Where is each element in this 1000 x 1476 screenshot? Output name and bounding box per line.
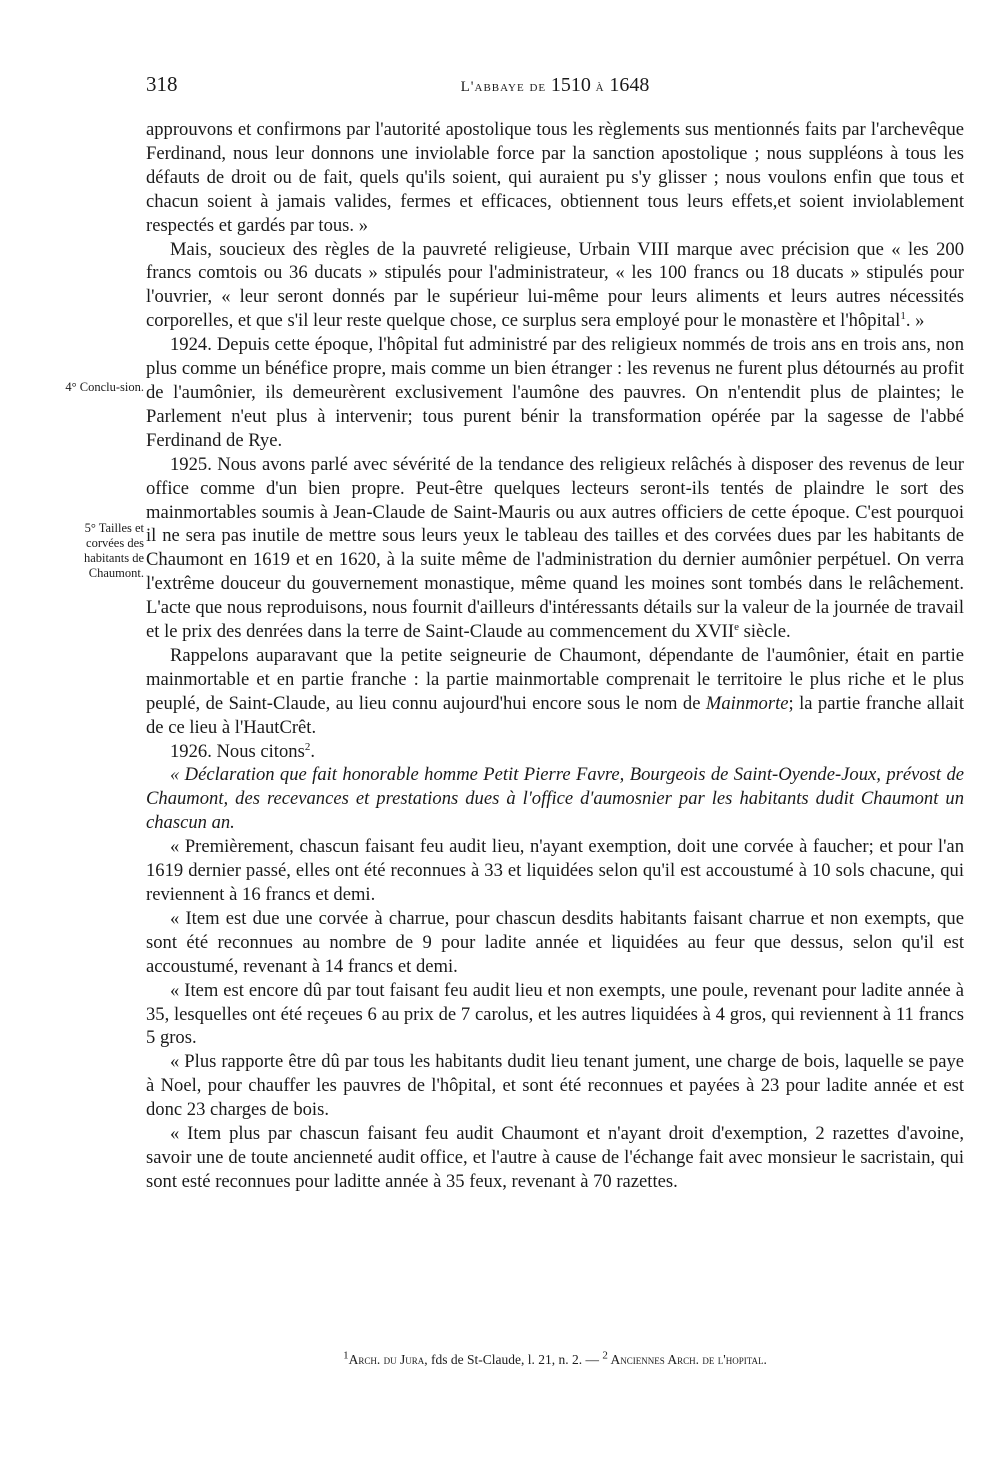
running-title bbox=[146, 74, 964, 97]
footnote-1-source: Arch. du Jura bbox=[348, 1352, 425, 1367]
running-title-prefix: L'abbaye de bbox=[460, 79, 547, 95]
running-head bbox=[146, 72, 964, 102]
main-text bbox=[146, 118, 964, 1194]
paragraph-2: Mais, soucieux des règles de la pauvreté religieuse, Urbain VIII marque avec précision que « les 200 francs comtois ou 36 ducats » stipulés pour l'administrateur, « les 100 francs ou 18 ducats » stipulés pour l'ouvrier, « leur seront donnés par le supérieur lui-même pour leurs aliments et leurs autres nécessités corporelles, et que s'il leur reste quelque chose, ce surplus sera employé pour le monastère et l'hôpital$^1$. » bbox=[146, 238, 964, 332]
paragraph-razettes: « Item plus par chascun faisant feu audit Chaumont et n'ayant droit d'exemption, 2 razettes d'avoine, savoir une de toute ancienneté audit office, et l'autre à cause de l'échange fait avec monsieur le sacristain, qui sont esté reconnues pour laditte année à 35 feux, revenant à 70 razettes. bbox=[146, 1123, 964, 1192]
footnotes: $^1$Arch. du Jura, fds de St-Claude, l. 21, n. 2. — $^2$ Anciennes Arch. de l'hopital. bbox=[343, 1349, 767, 1367]
footnote-2-source: Anciennes Arch. de l'hopital. bbox=[607, 1352, 767, 1367]
paragraph-item-poule: « Item est encore dû par tout faisant feu audit lieu et non exempts, une poule, revenant pour ladite année à 35, lesquelles ont été reçeues 6 au prix de 7 carolus, et les autres liquidées à 4 gros, qui reviennent à 11 francs 5 gros. bbox=[146, 979, 964, 1049]
paragraph-1925: 1925. Nous avons parlé avec sévérité de la tendance des religieux relâchés à disposer des revenus de leur office comme d'un bien propre. Peut-être quelques lecteurs seront-ils tentés de plaindre le sort des mainmortables soumis à Jean-Claude de Saint-Mauris ou aux autres officiers de cette époque. C'est pourquoi il ne sera pas inutile de mettre sous leurs yeux le tableau des tailles et des corvées dues par les habitants de Chaumont en 1619 et en 1620, à la suite même de l'administration du dernier aumônier perpétuel. On verra l'extrême douceur du gouvernement monastique, même quand les moines sont tombés dans le relâchement. L'acte que nous reproduisons, nous fournit d'ailleurs d'intéressants détails sur la valeur de la journée de travail et le prix des denrées dans la terre de Saint-Claude au commencement du XVIIe siècle. bbox=[146, 453, 964, 643]
paragraph-1924: 1924. Depuis cette époque, l'hôpital fut administré par des religieux nommés de trois ans en trois ans, non plus comme un bénéfice propre, mais comme un bien étranger : les revenus ne furent plus détournés au profit de l'aumônier, ils demeurèrent exclusivement l'aumône des pauvres. On n'entendit plus de plaintes; le Parlement n'eut plus à intervenir; tous purent bénir la transformation opérée par la sagesse de l'abbé Ferdinand de Rye. bbox=[146, 334, 964, 451]
footnote-ref-1: 1 bbox=[900, 310, 906, 323]
margin-note-conclusion: 4° Conclu-sion. bbox=[65, 380, 144, 394]
paragraph-rappelons: Rappelons auparavant que la petite seigneurie de Chaumont, dépendante de l'aumônier, était en partie mainmortable et en partie franche : la partie mainmortable comprenait le territoire le plus riche et le plus peuplé, de Saint-Claude, au lieu connu aujourd'hui encore sous le nom de Mainmorte; la partie franche allait de ce lieu à l'HautCrêt. bbox=[146, 644, 964, 738]
paragraph-1: approuvons et confirmons par l'autorité apostolique tous les règlements sus mentionnés faits par l'archevêque Ferdinand, nous leur donnons une inviolable force par la sanction apostolique ; nous suppléons à tous les défauts de droit ou de fait, quels qu'ils soient, qui auraient pu s'y glisser ; nous voulons enfin que tous et chacun soient à jamais valides, fermes et efficaces, obtiennent tous leurs effets,et soient inviolablement respectés et gardés par tous. » bbox=[146, 119, 964, 236]
footnote-ref-2: 2 bbox=[304, 740, 311, 753]
paragraph-item-charrue: « Item est due une corvée à charrue, pour chascun desdits habitants faisant charrue et non exempts, que sont été reconnues au nombre de 9 pour ladite année et liquidées au feur que dessus, selon qu'il est accoustumé, revenant à 14 francs et demi. bbox=[146, 907, 964, 977]
running-title-year-end: 1648 bbox=[609, 74, 650, 96]
paragraph-1926: 1926. Nous citons$^2$. bbox=[170, 740, 315, 762]
paragraph-charge-bois: « Plus rapporte être dû par tous les habitants dudit lieu tenant jument, une charge de bois, laquelle se paye à Noel, pour chauffer les pauvres de l'hôpital, et sont été reconnues et payées à 23 pour ladite année et est donc 23 charges de bois. bbox=[146, 1051, 964, 1121]
margin-note-tailles: 5° Tailles et corvées des habitants de Chaumont. bbox=[83, 521, 144, 580]
mainmorte-term: Mainmorte bbox=[705, 692, 789, 714]
page-number: 318 bbox=[146, 72, 178, 96]
running-title-year-start: 1510 bbox=[550, 74, 591, 96]
running-title-mid: à bbox=[595, 79, 605, 95]
declaration-title: « Déclaration que fait honorable homme Petit Pierre Favre, Bourgeois de Saint-Oyende-Joux, prévost de Chaumont, des recevances et prestations dues à l'office d'aumosnier par les habitants dudit Chaumont un chascun an. bbox=[146, 764, 964, 834]
paragraph-premierement: « Premièrement, chascun faisant feu audit lieu, n'ayant exemption, doit une corvée à faucher; et pour l'an 1619 dernier passé, elles ont été reconnues à 33 et liquidées selon qu'il est accoustumé à 10 sols chacune, qui reviennent à 16 francs et demi. bbox=[146, 836, 964, 905]
